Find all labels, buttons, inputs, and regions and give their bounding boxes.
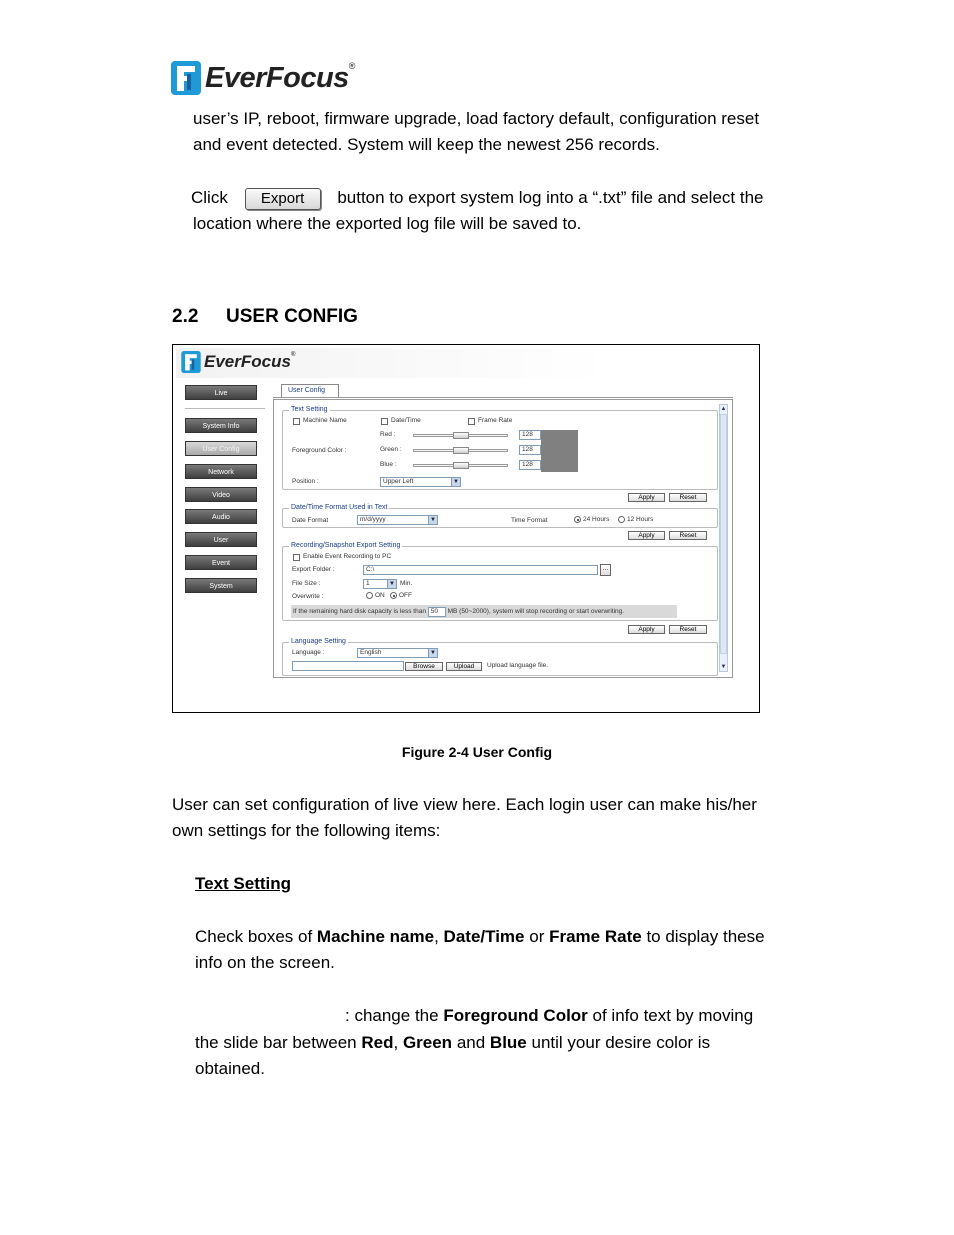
blue-slider-knob[interactable] <box>453 462 469 469</box>
enable-recording-checkbox[interactable] <box>293 554 300 561</box>
tab-underline <box>273 397 733 398</box>
p2-suffix: to display these <box>646 927 765 946</box>
p3-foreground-color: Foreground Color <box>443 1006 588 1025</box>
body-para-3-line-2 <box>195 1030 710 1057</box>
p3-suffix: of info text by moving <box>592 1006 754 1025</box>
recording-export-group <box>282 542 718 621</box>
language-upload-button[interactable]: Upload <box>446 662 482 671</box>
disk-note-suffix: MB (50~2000), system will stop recording or start overwriting. <box>447 608 625 615</box>
section-heading <box>172 306 358 328</box>
p2-or: or <box>529 927 545 946</box>
body-para-2-line-1 <box>195 924 765 951</box>
red-label: Red : <box>380 431 396 438</box>
date-format-label: Date Format <box>292 517 329 524</box>
nav-system-info-button[interactable]: System Info <box>185 418 257 433</box>
p3-comma: , <box>393 1033 399 1052</box>
file-size-unit: Min. <box>400 580 413 587</box>
body-para-1-line-1: User can set configuration of live view here. Each login user can make his/her <box>172 795 757 814</box>
nav-user-button[interactable]: User <box>185 532 257 547</box>
file-size-label: File Size : <box>292 580 321 587</box>
p3-red: Red <box>361 1033 394 1052</box>
p3-prefix: : change the <box>345 1006 439 1025</box>
language-select-value: English <box>360 649 382 656</box>
green-slider-knob[interactable] <box>453 447 469 454</box>
screenshot-nav <box>185 385 261 601</box>
language-setting-group <box>282 638 718 676</box>
registered-mark: ® <box>348 61 356 71</box>
position-select[interactable] <box>380 477 461 487</box>
settings-panel <box>273 399 733 678</box>
text-setting-group <box>282 406 718 490</box>
export-folder-input[interactable]: C:\ <box>363 565 598 575</box>
frame-rate-checkbox[interactable] <box>468 418 475 425</box>
frame-rate-label: Frame Rate <box>478 417 513 424</box>
date-time-format-legend: Date/Time Format Used in Text <box>291 504 388 511</box>
date-time-checkbox[interactable] <box>381 418 388 425</box>
body-para-3-line-1 <box>345 1003 753 1030</box>
intro-line-1: user’s IP, reboot, firmware upgrade, load factory default, configuration reset <box>193 109 760 128</box>
p3-line2-suffix: until your desire color is <box>531 1033 711 1052</box>
enable-recording-label: Enable Event Recording to PC <box>303 553 392 560</box>
screenshot-registered-mark: ® <box>290 352 296 358</box>
time-12-label: 12 Hours <box>627 516 654 524</box>
green-slider[interactable] <box>413 447 508 454</box>
chevron-down-icon[interactable]: ▼ <box>428 516 437 524</box>
p3-and: and <box>456 1033 486 1052</box>
language-browse-button[interactable]: Browse <box>405 662 443 671</box>
time-format-label: Time Format <box>511 517 548 524</box>
green-value-input[interactable]: 128 <box>519 445 541 455</box>
chevron-down-icon[interactable]: ▼ <box>428 649 437 657</box>
p3-green: Green <box>402 1033 453 1052</box>
date-time-label: Date/Time <box>391 417 421 424</box>
nav-system-button[interactable]: System <box>185 578 257 593</box>
p3-line2-prefix: the slide bar between <box>195 1033 357 1052</box>
overwrite-label: Overwrite : <box>292 593 324 600</box>
language-select[interactable] <box>357 648 438 658</box>
blue-label: Blue : <box>380 461 397 468</box>
text-setting-reset-button[interactable]: Reset <box>669 493 707 502</box>
tab-user-config[interactable]: User Config <box>281 384 339 398</box>
brand-logo <box>171 61 355 95</box>
foreground-color-label: Foreground Color : <box>292 447 347 454</box>
file-size-select-value: 1 <box>366 580 370 587</box>
screenshot-brand-name: EverFocus <box>204 352 291 371</box>
date-time-apply-button[interactable]: Apply <box>628 531 665 540</box>
overwrite-off-radio[interactable] <box>390 592 397 599</box>
recording-export-legend: Recording/Snapshot Export Setting <box>291 542 401 549</box>
export-folder-label: Export Folder : <box>292 566 335 573</box>
body-para-1-line-2: own settings for the following items: <box>172 821 441 840</box>
nav-audio-button[interactable]: Audio <box>185 509 257 524</box>
overwrite-off-option[interactable] <box>390 592 412 599</box>
time-12-radio[interactable] <box>618 516 625 523</box>
blue-value-input[interactable]: 128 <box>519 460 541 470</box>
disk-capacity-note <box>291 605 677 618</box>
overwrite-on-option[interactable] <box>366 592 385 599</box>
body-para-3-line-3: obtained. <box>195 1059 265 1078</box>
date-format-select[interactable] <box>357 515 438 525</box>
time-format-12-option[interactable] <box>618 516 653 523</box>
intro-line-2: and event detected. System will keep the newest 256 records. <box>193 135 660 154</box>
p2-machine-name: Machine name <box>316 927 435 946</box>
disk-note-prefix: If the remaining hard disk capacity is less than <box>293 608 426 615</box>
chevron-down-icon[interactable]: ▼ <box>387 580 396 588</box>
nav-event-button[interactable]: Event <box>185 555 257 570</box>
time-24-radio[interactable] <box>574 516 581 523</box>
user-config-screenshot <box>172 344 760 713</box>
p2-date-time: Date/Time <box>443 927 525 946</box>
overwrite-off-label: OFF <box>399 592 412 600</box>
machine-name-checkbox[interactable] <box>293 418 300 425</box>
scroll-thumb[interactable] <box>720 414 727 654</box>
date-format-select-value: m/d/yyyy <box>360 516 386 523</box>
red-slider-knob[interactable] <box>453 432 469 439</box>
file-size-select[interactable] <box>363 579 397 589</box>
export-description: button to export system log into a “.txt” file and select the <box>337 188 764 207</box>
position-label: Position : <box>292 478 319 485</box>
overwrite-on-radio[interactable] <box>366 592 373 599</box>
date-time-format-group <box>282 504 718 528</box>
text-setting-subheading: Text Setting <box>195 874 292 893</box>
overwrite-on-label: ON <box>375 592 385 600</box>
p3-blue: Blue <box>489 1033 527 1052</box>
language-setting-legend: Language Setting <box>291 638 346 645</box>
blue-slider[interactable] <box>413 462 508 469</box>
intro-line-4: location where the exported log file will be saved to. <box>193 214 582 233</box>
click-word: Click <box>191 188 228 207</box>
nav-network-button[interactable]: Network <box>185 464 257 479</box>
recording-reset-button[interactable]: Reset <box>669 625 707 634</box>
brand-name: EverFocus <box>205 61 349 94</box>
text-setting-legend: Text Setting <box>291 406 328 413</box>
nav-divider <box>185 408 265 409</box>
machine-name-label: Machine Name <box>303 417 347 424</box>
figure-caption: Figure 2-4 User Config <box>401 744 553 760</box>
text-setting-apply-button[interactable]: Apply <box>628 493 665 502</box>
p2-frame-rate: Frame Rate <box>549 927 642 946</box>
p2-comma: , <box>434 927 439 946</box>
recording-apply-button[interactable]: Apply <box>628 625 665 634</box>
export-button-image: Export <box>245 188 321 210</box>
intro-line-3 <box>191 185 763 212</box>
scroll-down-icon[interactable]: ▼ <box>720 664 727 670</box>
green-label: Green : <box>380 446 402 453</box>
panel-scrollbar[interactable] <box>719 404 728 672</box>
language-file-input[interactable] <box>292 661 404 671</box>
everfocus-logo-icon <box>181 351 201 373</box>
chevron-down-icon[interactable]: ▼ <box>451 478 460 486</box>
p2-prefix: Check boxes of <box>195 927 313 946</box>
upload-language-note: Upload language file. <box>487 662 549 669</box>
time-format-24-option[interactable] <box>574 516 609 523</box>
scroll-up-icon[interactable]: ▲ <box>720 406 727 412</box>
red-slider[interactable] <box>413 432 508 439</box>
section-title: USER CONFIG <box>226 306 358 327</box>
position-select-value: Upper Left <box>383 478 414 485</box>
screenshot-logo <box>181 351 295 373</box>
body-para-2-line-2: info on the screen. <box>195 953 335 972</box>
nav-user-config-button[interactable]: User Config <box>185 441 257 456</box>
section-number: 2.2 <box>172 306 199 327</box>
disk-capacity-input[interactable]: 50 <box>428 607 446 617</box>
color-preview-swatch <box>541 430 578 472</box>
nav-video-button[interactable]: Video <box>185 487 257 502</box>
time-24-label: 24 Hours <box>583 516 610 524</box>
date-time-reset-button[interactable]: Reset <box>669 531 707 540</box>
folder-browse-button[interactable]: ... <box>600 564 611 576</box>
red-value-input[interactable]: 128 <box>519 430 541 440</box>
everfocus-logo-icon <box>171 61 201 95</box>
language-label: Language : <box>292 649 325 656</box>
nav-live-button[interactable]: Live <box>185 385 257 400</box>
